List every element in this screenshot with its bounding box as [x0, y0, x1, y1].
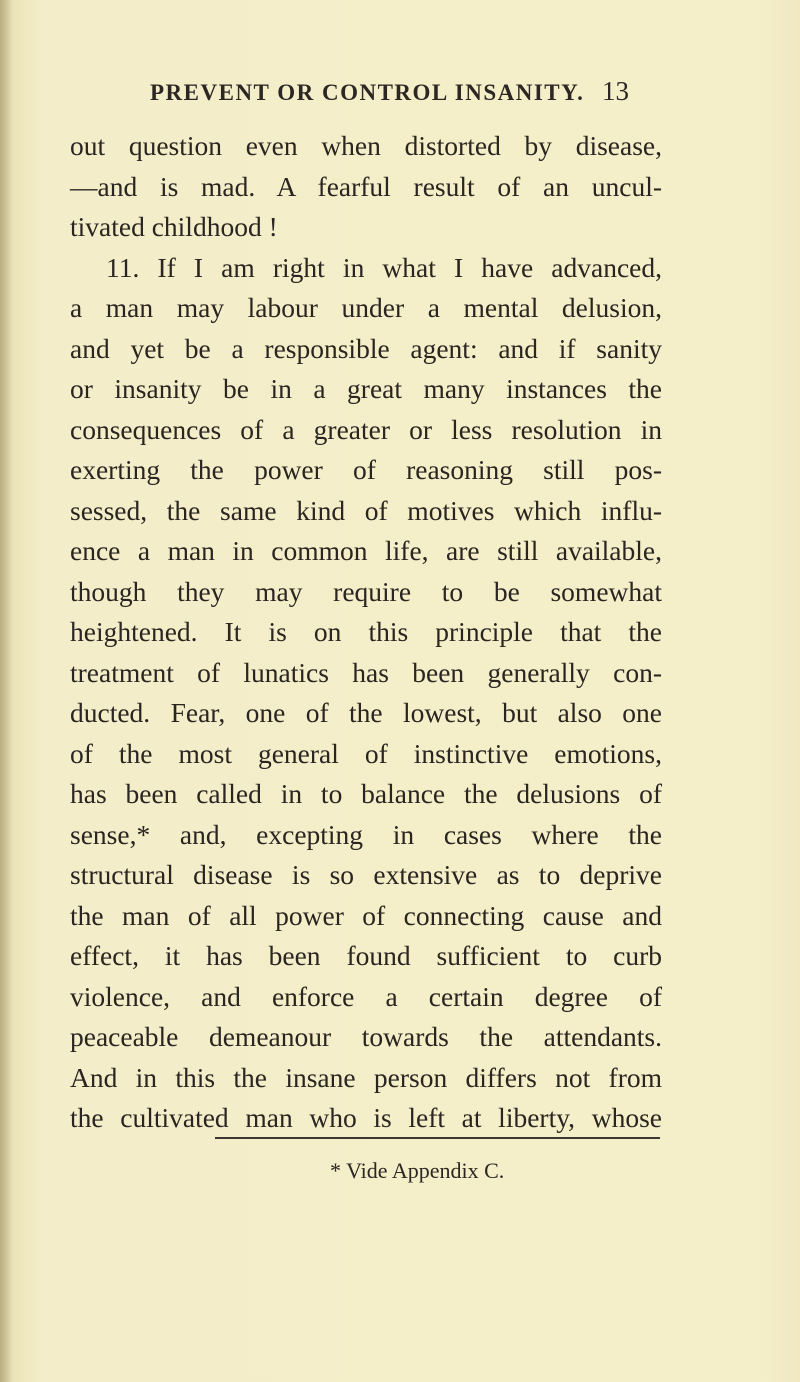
- text-line: —and is mad. A fearful result of an uncul-: [70, 170, 662, 202]
- text-line: And in this the insane person differs not from: [70, 1061, 662, 1093]
- text-line: effect, it has been found sufficient to curb: [70, 940, 662, 971]
- text-line: sense,* and, excepting in cases where the: [70, 818, 662, 850]
- text-line: peaceable demeanour towards the attendants.: [70, 1021, 662, 1052]
- text-line: sessed, the same kind of motives which influ-: [70, 494, 662, 526]
- page-number: 13: [602, 76, 629, 106]
- text-line: of the most general of instinctive emotions,: [70, 737, 662, 769]
- text-line: or insanity be in a great many instances the: [70, 373, 662, 404]
- text-line: heightened. It is on this principle that the: [70, 616, 662, 647]
- footnote-divider: [215, 1137, 660, 1139]
- text-line: has been called in to balance the delusions of: [70, 778, 662, 809]
- text-line: out question even when distorted by disease,: [70, 130, 662, 161]
- text-line: structural disease is so extensive as to deprive: [70, 859, 662, 890]
- text-line: consequences of a greater or less resolution in: [70, 413, 662, 445]
- text-line: tivated childhood !: [70, 211, 278, 242]
- text-line: the man of all power of connecting cause and: [70, 899, 662, 931]
- footnote: * Vide Appendix C.: [330, 1158, 505, 1183]
- text-line: and yet be a responsible agent: and if sanity: [70, 332, 662, 364]
- text-line: treatment of lunatics has been generally con-: [70, 656, 662, 688]
- text-line: ence a man in common life, are still available,: [70, 535, 662, 566]
- page-gutter-shadow: [0, 0, 12, 1382]
- text-line: 11. If I am right in what I have advanced,: [106, 251, 662, 283]
- text-line: the cultivated man who is left at liberty, whose: [70, 1102, 662, 1133]
- text-line: a man may labour under a mental delusion,: [70, 292, 662, 323]
- text-line: though they may require to be somewhat: [70, 575, 662, 607]
- body-text: [70, 126, 662, 1139]
- running-head: PREVENT OR CONTROL INSANITY.: [150, 80, 585, 105]
- text-line: ducted. Fear, one of the lowest, but also one: [70, 697, 662, 728]
- text-line: exerting the power of reasoning still pos-: [70, 454, 662, 485]
- text-line: violence, and enforce a certain degree of: [70, 980, 662, 1012]
